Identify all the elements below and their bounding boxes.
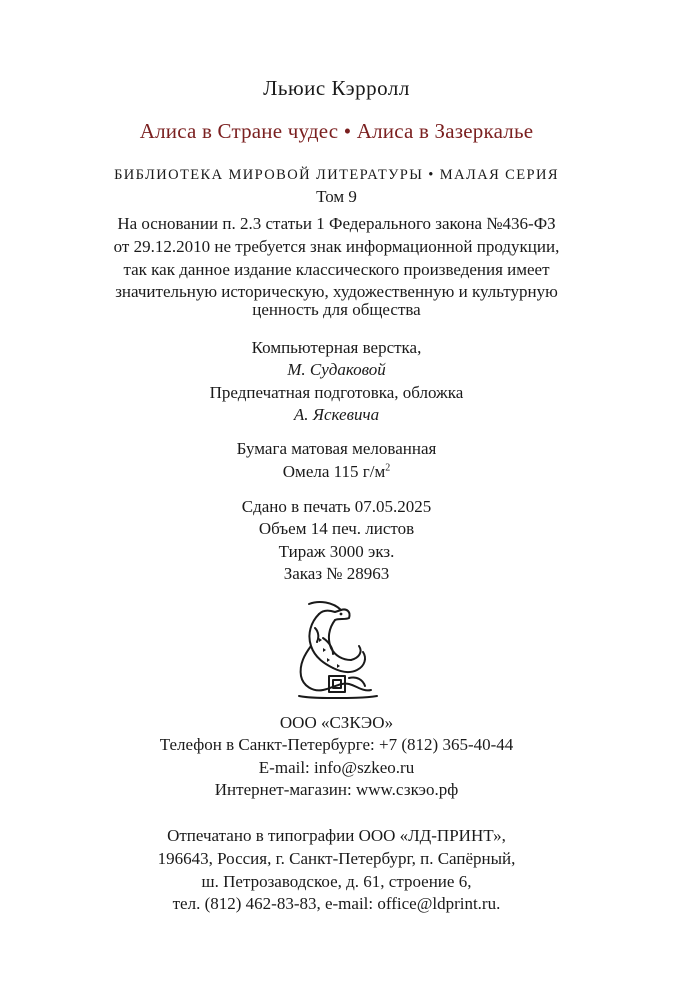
paper-weight: [0, 461, 673, 483]
author-name: Льюис Кэрролл: [263, 76, 410, 100]
publisher-name: ООО «СЗКЭО»: [279, 713, 394, 732]
legal-notice-line: от 29.12.2010 не требуется знак информационной продукции,: [113, 237, 560, 256]
printer-line: 196643, Россия, г. Санкт-Петербург, п. Сапёрный,: [157, 849, 516, 868]
printer-line: ш. Петрозаводское, д. 61, строение 6,: [201, 872, 472, 891]
layout-credit-name: М. Судаковой: [287, 360, 386, 379]
prepress-credit-name: А. Яскевича: [293, 405, 380, 424]
print-volume: Объем 14 печ. листов: [258, 519, 415, 538]
publisher-email: E-mail: info@szkeo.ru: [258, 758, 415, 777]
paper-weight-superscript: 2: [385, 462, 391, 474]
print-run: Тираж 3000 экз.: [278, 542, 395, 561]
legal-notice-line: значительную историческую, художественную и культурную: [115, 282, 558, 301]
paper-type: Бумага матовая мелованная: [236, 439, 437, 458]
order-number: Заказ № 28963: [283, 564, 390, 583]
printer-line: Отпечатано в типографии ООО «ЛД-ПРИНТ»,: [167, 826, 506, 845]
print-date: Сдано в печать 07.05.2025: [241, 497, 432, 516]
publisher-shop: Интернет-магазин: www.сзкэо.рф: [214, 780, 459, 799]
legal-notice-line: так как данное издание классического произведения имеет: [123, 260, 550, 279]
prepress-credit-label: Предпечатная подготовка, обложка: [209, 383, 464, 402]
legal-notice-line: ценность для общества: [252, 300, 421, 319]
volume-number: Том 9: [316, 187, 357, 206]
series-name: БИБЛИОТЕКА МИРОВОЙ ЛИТЕРАТУРЫ • МАЛАЯ СЕРИЯ: [114, 167, 559, 183]
legal-notice-line: На основании п. 2.3 статьи 1 Федерального закона №436-ФЗ: [117, 214, 556, 233]
paper-weight-text: Омела 115 г/м: [282, 462, 386, 481]
layout-credit-label: Компьютерная верстка,: [251, 338, 422, 357]
book-title: Алиса в Стране чудес • Алиса в Зазеркалье: [139, 119, 534, 143]
dragon-emblem-icon: [289, 598, 385, 704]
printer-line: тел. (812) 462-83-83, e-mail: office@ldprint.ru.: [172, 894, 501, 913]
publisher-phone: Телефон в Санкт-Петербурге: +7 (812) 365-40-44: [159, 735, 514, 754]
